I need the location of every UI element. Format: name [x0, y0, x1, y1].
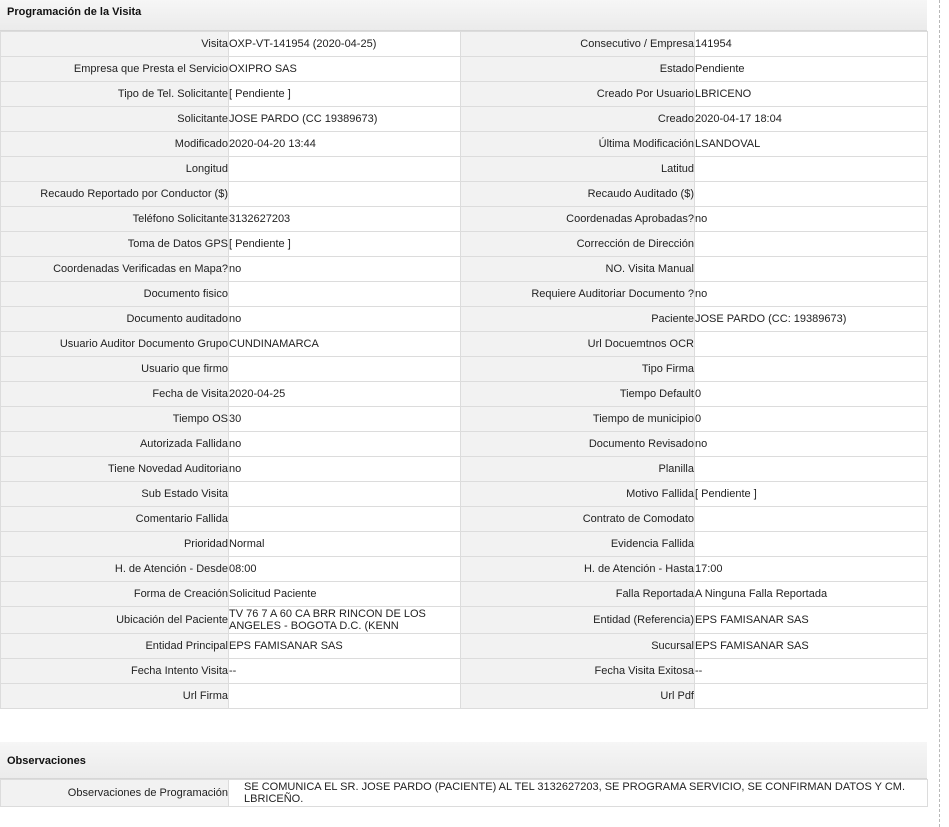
field-label: H. de Atención - Desde: [1, 557, 229, 582]
field-value: 141954: [695, 32, 928, 57]
field-value: --: [229, 659, 461, 684]
field-value: [ Pendiente ]: [695, 482, 928, 507]
field-row: [1, 57, 928, 82]
field-label: Coordenadas Aprobadas?: [461, 207, 695, 232]
field-label: Comentario Fallida: [1, 507, 229, 532]
field-label: Forma de Creación: [1, 582, 229, 607]
field-label: Contrato de Comodato: [461, 507, 695, 532]
field-value: Pendiente: [695, 57, 928, 82]
field-value: 0: [695, 407, 928, 432]
field-value: 17:00: [695, 557, 928, 582]
field-value: [695, 232, 928, 257]
field-label: Tiene Novedad Auditoria: [1, 457, 229, 482]
field-value: [695, 457, 928, 482]
field-value: EPS FAMISANAR SAS: [695, 634, 928, 659]
field-value: [695, 684, 928, 709]
field-label: Usuario que firmo: [1, 357, 229, 382]
field-row: [1, 357, 928, 382]
field-label: Recaudo Reportado por Conductor ($): [1, 182, 229, 207]
field-label: Sub Estado Visita: [1, 482, 229, 507]
field-label: Evidencia Fallida: [461, 532, 695, 557]
field-row: [1, 407, 928, 432]
field-label: Tipo de Tel. Solicitante: [1, 82, 229, 107]
field-label: Requiere Auditoriar Documento ?: [461, 282, 695, 307]
field-value: [695, 157, 928, 182]
field-value: [ Pendiente ]: [229, 232, 461, 257]
field-row: [1, 457, 928, 482]
field-row: [1, 207, 928, 232]
field-row: [1, 182, 928, 207]
field-label: Toma de Datos GPS: [1, 232, 229, 257]
field-value: [229, 182, 461, 207]
field-value: [229, 482, 461, 507]
programacion-title: Programación de la Visita: [0, 0, 927, 31]
field-value: 3132627203: [229, 207, 461, 232]
field-value: no: [695, 432, 928, 457]
field-row: [1, 582, 928, 607]
field-label: Usuario Auditor Documento Grupo: [1, 332, 229, 357]
field-label: Planilla: [461, 457, 695, 482]
observaciones-label: Observaciones de Programación: [1, 780, 229, 807]
field-value: no: [695, 282, 928, 307]
field-value: 2020-04-20 13:44: [229, 132, 461, 157]
field-label: Url Docuemtnos OCR: [461, 332, 695, 357]
field-row: [1, 532, 928, 557]
field-value: EPS FAMISANAR SAS: [229, 634, 461, 659]
field-label: NO. Visita Manual: [461, 257, 695, 282]
field-row: [1, 32, 928, 57]
field-value: LSANDOVAL: [695, 132, 928, 157]
page-edge-divider: [939, 0, 940, 827]
field-label: Url Firma: [1, 684, 229, 709]
field-value: [229, 684, 461, 709]
field-value: 2020-04-17 18:04: [695, 107, 928, 132]
field-value: [695, 182, 928, 207]
observaciones-row: [1, 780, 928, 807]
field-label: Teléfono Solicitante: [1, 207, 229, 232]
field-label: Consecutivo / Empresa: [461, 32, 695, 57]
field-value: --: [695, 659, 928, 684]
field-label: Última Modificación: [461, 132, 695, 157]
field-row: [1, 132, 928, 157]
field-label: Paciente: [461, 307, 695, 332]
field-value: JOSE PARDO (CC: 19389673): [695, 307, 928, 332]
field-label: Sucursal: [461, 634, 695, 659]
field-row: [1, 684, 928, 709]
field-label: Visita: [1, 32, 229, 57]
field-value: EPS FAMISANAR SAS: [695, 607, 928, 634]
field-row: [1, 307, 928, 332]
field-row: [1, 157, 928, 182]
field-value: 30: [229, 407, 461, 432]
field-label: Recaudo Auditado ($): [461, 182, 695, 207]
field-row: [1, 82, 928, 107]
field-value: [229, 507, 461, 532]
field-label: Fecha Intento Visita: [1, 659, 229, 684]
field-label: Creado Por Usuario: [461, 82, 695, 107]
field-label: Corrección de Dirección: [461, 232, 695, 257]
field-label: Creado: [461, 107, 695, 132]
field-value: [229, 157, 461, 182]
field-label: Solicitante: [1, 107, 229, 132]
field-label: Tiempo de municipio: [461, 407, 695, 432]
field-value: [695, 357, 928, 382]
programacion-table: [0, 31, 928, 709]
field-value: LBRICENO: [695, 82, 928, 107]
field-row: [1, 107, 928, 132]
field-label: Empresa que Presta el Servicio: [1, 57, 229, 82]
field-row: [1, 659, 928, 684]
field-value: no: [695, 207, 928, 232]
field-label: Documento auditado: [1, 307, 229, 332]
field-value: [ Pendiente ]: [229, 82, 461, 107]
field-value: Solicitud Paciente: [229, 582, 461, 607]
field-row: [1, 557, 928, 582]
observaciones-table: [0, 779, 928, 807]
field-row: [1, 607, 928, 634]
field-row: [1, 332, 928, 357]
field-value: [695, 257, 928, 282]
field-value: 2020-04-25: [229, 382, 461, 407]
field-label: Entidad (Referencia): [461, 607, 695, 634]
field-label: Tipo Firma: [461, 357, 695, 382]
field-label: Estado: [461, 57, 695, 82]
field-value: [695, 332, 928, 357]
field-value: OXIPRO SAS: [229, 57, 461, 82]
field-value: 08:00: [229, 557, 461, 582]
field-value: Normal: [229, 532, 461, 557]
field-label: Tiempo Default: [461, 382, 695, 407]
field-value: OXP-VT-141954 (2020-04-25): [229, 32, 461, 57]
field-value: [229, 282, 461, 307]
field-label: Entidad Principal: [1, 634, 229, 659]
field-value: 0: [695, 382, 928, 407]
field-value: no: [229, 307, 461, 332]
field-value: [695, 532, 928, 557]
field-label: Fecha de Visita: [1, 382, 229, 407]
field-label: Latitud: [461, 157, 695, 182]
field-value: A Ninguna Falla Reportada: [695, 582, 928, 607]
field-label: Fecha Visita Exitosa: [461, 659, 695, 684]
field-value: JOSE PARDO (CC 19389673): [229, 107, 461, 132]
field-row: [1, 507, 928, 532]
field-row: [1, 432, 928, 457]
field-value: no: [229, 457, 461, 482]
field-value: [695, 507, 928, 532]
field-row: [1, 232, 928, 257]
field-value: TV 76 7 A 60 CA BRR RINCON DE LOS ANGELES - BOGOTA D.C. (KENN: [229, 607, 461, 634]
field-row: [1, 282, 928, 307]
observaciones-value: SE COMUNICA EL SR. JOSE PARDO (PACIENTE) AL TEL 3132627203, SE PROGRAMA SERVICIO, SE CONFIRMAN DATOS Y CM. LBRICEÑO.: [229, 780, 928, 807]
field-value: [229, 357, 461, 382]
field-row: [1, 634, 928, 659]
field-label: Tiempo OS: [1, 407, 229, 432]
field-label: Coordenadas Verificadas en Mapa?: [1, 257, 229, 282]
field-label: Documento Revisado: [461, 432, 695, 457]
field-label: Ubicación del Paciente: [1, 607, 229, 634]
field-value: no: [229, 432, 461, 457]
field-label: Documento fisico: [1, 282, 229, 307]
field-label: Modificado: [1, 132, 229, 157]
field-label: Autorizada Fallida: [1, 432, 229, 457]
observaciones-title: Observaciones: [0, 742, 927, 779]
field-value: CUNDINAMARCA: [229, 332, 461, 357]
field-label: Motivo Fallida: [461, 482, 695, 507]
field-row: [1, 382, 928, 407]
field-label: Prioridad: [1, 532, 229, 557]
field-value: no: [229, 257, 461, 282]
field-label: H. de Atención - Hasta: [461, 557, 695, 582]
field-label: Falla Reportada: [461, 582, 695, 607]
field-label: Url Pdf: [461, 684, 695, 709]
field-row: [1, 482, 928, 507]
field-label: Longitud: [1, 157, 229, 182]
field-row: [1, 257, 928, 282]
observaciones-panel: [0, 742, 927, 807]
